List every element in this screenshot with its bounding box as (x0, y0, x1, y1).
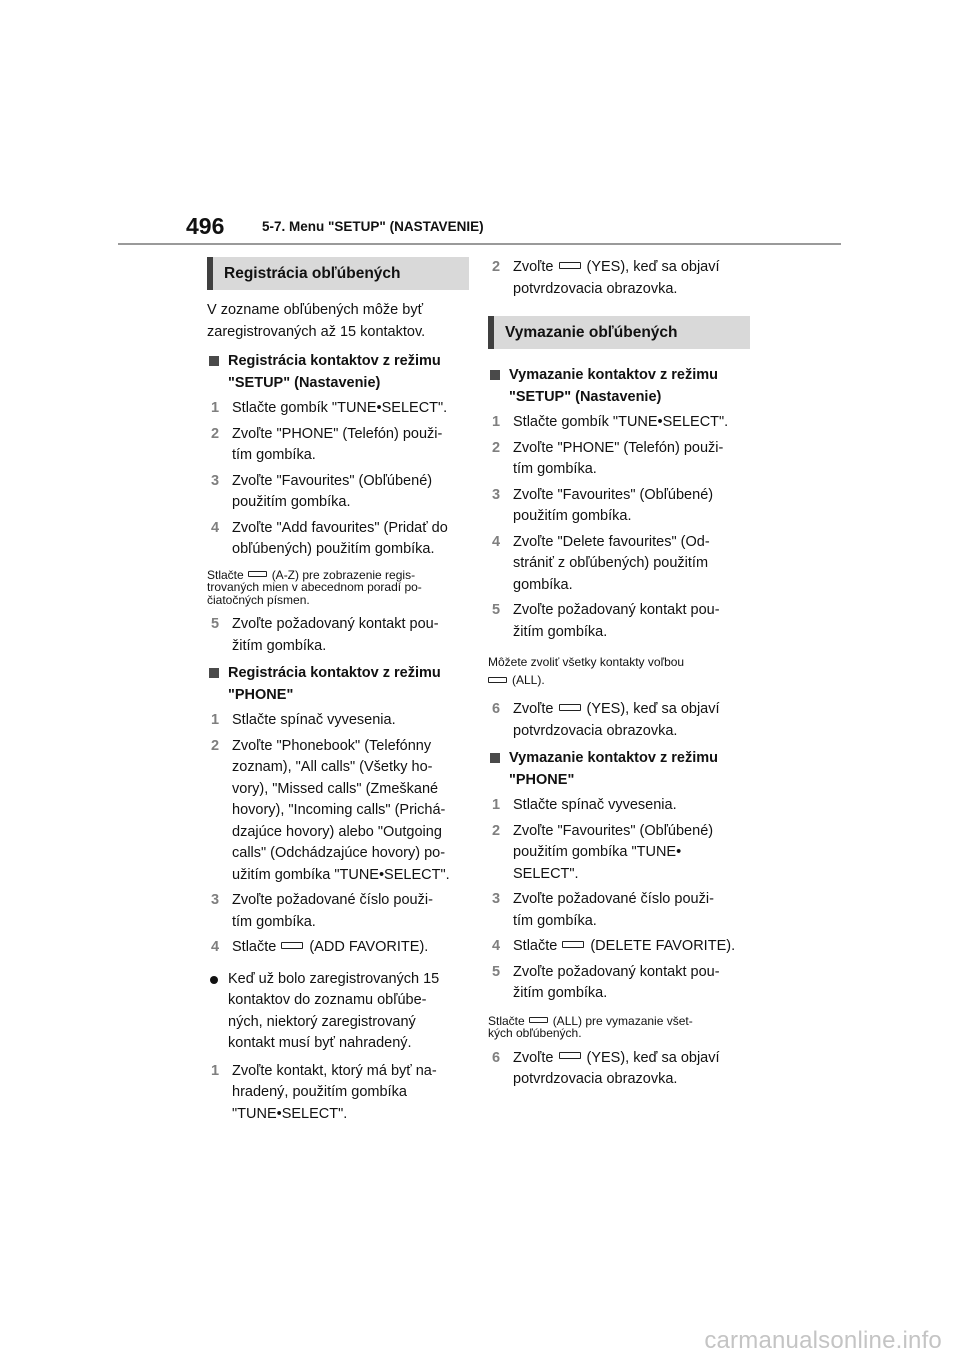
step-3: 3 Zvoľte "Favourites" (Obľúbené) použitím gombíka. (211, 472, 433, 510)
subheading-delete-setup: Vymazanie kontaktov z režimu "SETUP" (Nastavenie) (488, 365, 750, 408)
delete-step-3: 3 Zvoľte "Favourites" (Obľúbené) použitím gombíka. (492, 486, 714, 524)
note-a-z: Stlačte (A-Z) pre zobrazenie regis- trovaných mien v abecednom poradí po- čiatočných písmen. (207, 567, 422, 607)
step-2: 2 Zvoľte "PHONE" (Telefón) použi- tím gombíka. (211, 425, 443, 463)
right-column (488, 257, 750, 1091)
delete-step-5: 5 Zvoľte požadovaný kontakt pou- žitím gombíka. (492, 602, 720, 640)
subheading-delete-phone: Vymazanie kontaktov z režimu "PHONE" (488, 748, 750, 791)
delete-step-2: 2 Zvoľte "PHONE" (Telefón) použi- tím gombíka. (492, 439, 724, 477)
delete-step-4: 4 Zvoľte "Delete favourites" (Od- strániť z obľúbených) použitím gombíka. (492, 533, 710, 593)
phone-step-4: 4 Stlačte (ADD FAVORITE). (211, 939, 429, 955)
square-bullet-icon (209, 668, 219, 678)
replace-step-1: 1 Zvoľte kontakt, ktorý má byť na- hradený, použitím gombíka "TUNE•SELECT". (211, 1062, 437, 1122)
button-icon (559, 1052, 581, 1059)
replace-step-2: 2 Zvoľte (YES), keď sa objaví potvrdzovacia obrazovka. (492, 259, 720, 297)
section-heading-register-favourites: Registrácia obľúbených (207, 257, 469, 290)
bullet-note-limit: Keď už bolo zaregistrovaných 15 kontaktov do zoznamu obľúbe- ných, niektorý zaregistrovaný kontakt musí byť nahradený. (207, 969, 469, 1055)
delete-step-1: 1 Stlačte gombík "TUNE•SELECT". (492, 414, 729, 430)
square-bullet-icon (209, 356, 219, 366)
button-icon (559, 704, 581, 711)
delete-step-6: 6 Zvoľte (YES), keď sa objaví potvrdzovacia obrazovka. (492, 701, 720, 739)
delete-phone-step-2: 2 Zvoľte "Favourites" (Obľúbené) použitím gombíka "TUNE• SELECT". (492, 822, 714, 882)
delete-phone-step-6: 6 Zvoľte (YES), keď sa objaví potvrdzovacia obrazovka. (492, 1049, 720, 1087)
button-icon (562, 941, 584, 948)
subheading-register-phone: Registrácia kontaktov z režimu "PHONE" (207, 663, 469, 706)
intro-text: V zozname obľúbených môže byť zaregistrovaných až 15 kontaktov. (207, 302, 426, 340)
button-icon (281, 942, 303, 949)
button-icon (248, 571, 267, 577)
bullet-dot-icon (210, 976, 218, 984)
chapter-title: 5-7. Menu "SETUP" (NASTAVENIE) (262, 219, 484, 234)
delete-phone-step-1: 1 Stlačte spínač vyvesenia. (492, 797, 677, 813)
step-5: 5 Zvoľte požadovaný kontakt pou- žitím gombíka. (211, 616, 439, 654)
button-icon (559, 262, 581, 269)
page-number: 496 (186, 213, 225, 239)
button-icon (488, 677, 507, 683)
section-heading-delete-favourites: Vymazanie obľúbených (488, 316, 750, 349)
phone-step-1: 1 Stlačte spínač vyvesenia. (211, 712, 396, 728)
note-select-all: Môžete zvoliť všetky kontakty voľbou (ALL). (488, 655, 685, 687)
square-bullet-icon (490, 370, 500, 380)
square-bullet-icon (490, 753, 500, 763)
note-delete-all: Stlačte (ALL) pre vymazanie všet- kých obľúbených. (488, 1013, 693, 1040)
step-1: 1 Stlačte gombík "TUNE•SELECT". (211, 400, 448, 416)
delete-phone-step-3: 3 Zvoľte požadované číslo použi- tím gombíka. (492, 891, 714, 929)
watermark: carmanualsonline.info (704, 1327, 942, 1354)
button-icon (529, 1017, 548, 1023)
subheading-register-setup: Registrácia kontaktov z režimu "SETUP" (Nastavenie) (207, 351, 469, 394)
phone-step-2: 2 Zvoľte "Phonebook" (Telefónny zoznam), "All calls" (Všetky ho- vory), "Missed calls" (Zmeškané hovory), "Incoming calls" (Prichá- dzajúce hovory) alebo "Outgoing calls" (Odchádzajúce hovory) po- užitím gombíka "TUNE•SELECT". (211, 737, 450, 883)
phone-step-3: 3 Zvoľte požadované číslo použi- tím gombíka. (211, 892, 433, 930)
left-column (207, 257, 469, 1125)
step-4: 4 Zvoľte "Add favourites" (Pridať do obľúbených) použitím gombíka. (211, 519, 448, 557)
delete-phone-step-4: 4 Stlačte (DELETE FAVORITE). (492, 938, 736, 954)
delete-phone-step-5: 5 Zvoľte požadovaný kontakt pou- žitím gombíka. (492, 963, 720, 1001)
header-divider (118, 243, 841, 245)
